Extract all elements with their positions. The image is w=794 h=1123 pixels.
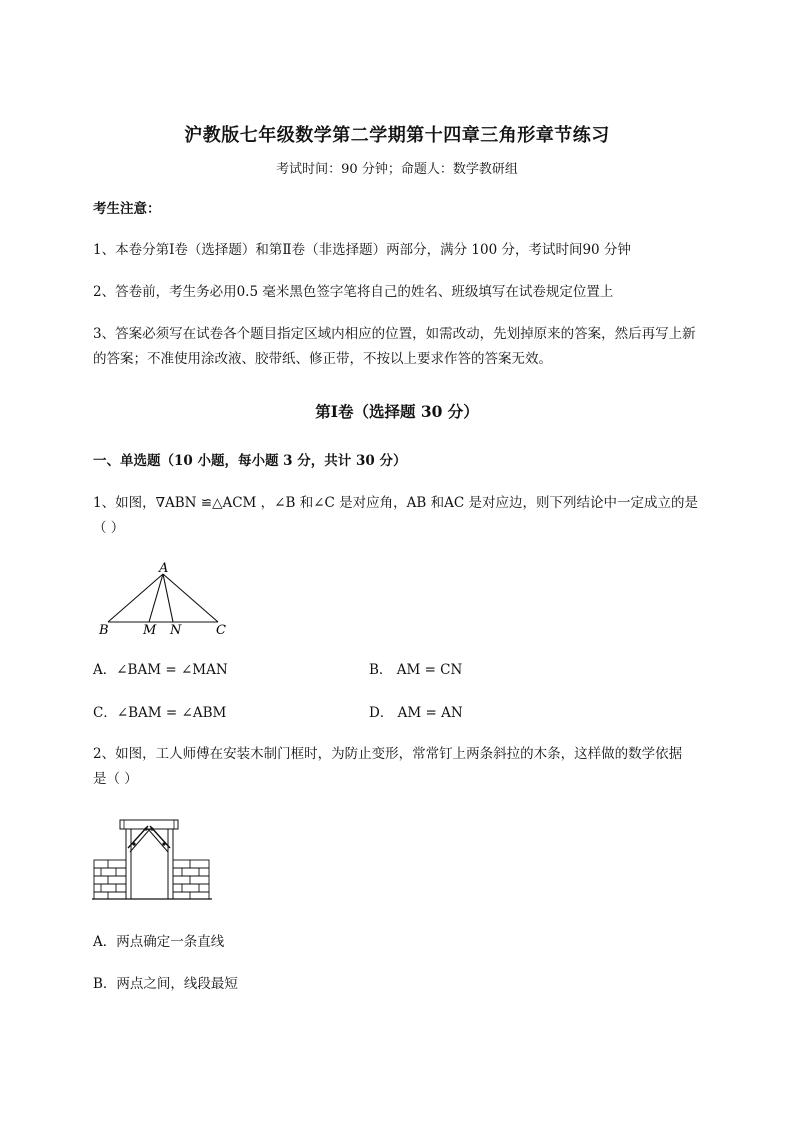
q1-option-a[interactable]: A．∠BAM = ∠MAN [93, 662, 228, 678]
notice-item-1: 1、本卷分第Ⅰ卷（选择题）和第Ⅱ卷（非选择题）两部分，满分 100 分，考试时间90 分钟 [93, 242, 631, 258]
q1-stem: 1、如图，∇ABN ≌△ACM ，∠B 和∠C 是对应角，AB 和AC 是对应边，则下列结论中一定成立的是 [93, 495, 698, 511]
q2-option-a[interactable]: A．两点确定一条直线 [93, 934, 225, 950]
q2-door-frame-figure [90, 812, 215, 904]
notice-heading: 考生注意： [93, 201, 161, 217]
q1-triangle-figure [90, 560, 240, 640]
notice-item-2: 2、答卷前，考生务必用0.5 毫米黑色签字笔将自己的姓名、班级填写在试卷规定位置上 [93, 284, 614, 300]
page-title: 沪教版七年级数学第二学期第十四章三角形章节练习 [184, 125, 610, 146]
vertex-label-b: B [99, 623, 109, 638]
vertex-label-c: C [216, 623, 226, 638]
q2-stem: 2、如图，工人师傅在安装木制门框时，为防止变形，常常钉上两条斜拉的木条，这样做的数学依据 [93, 746, 683, 762]
notice-item-3: 3、答案必须写在试卷各个题目指定区域内相应的位置，如需改动，先划掉原来的答案，然后再写上新 [93, 326, 696, 342]
q1-option-d[interactable]: D． AM = AN [369, 705, 463, 721]
vertex-label-a: A [159, 561, 169, 576]
exam-info: 考试时间：90 分钟；命题人：数学教研组 [276, 162, 518, 177]
part-heading: 一、单选题（10 小题，每小题 3 分，共计 30 分） [93, 453, 407, 469]
q2-option-b[interactable]: B．两点之间，线段最短 [93, 976, 238, 992]
notice-item-3-cont: 的答案；不准使用涂改液、胶带纸、修正带，不按以上要求作答的答案无效。 [93, 351, 552, 367]
vertex-label-n: N [170, 623, 182, 638]
q1-option-b[interactable]: B． AM = CN [369, 662, 463, 678]
section-title: 第Ⅰ卷（选择题 30 分） [315, 402, 479, 421]
vertex-label-m: M [143, 623, 157, 638]
q1-stem-cont: （ ） [93, 520, 125, 536]
q2-stem-cont: 是（ ） [93, 771, 138, 787]
q1-option-c[interactable]: C．∠BAM = ∠ABM [93, 705, 227, 721]
